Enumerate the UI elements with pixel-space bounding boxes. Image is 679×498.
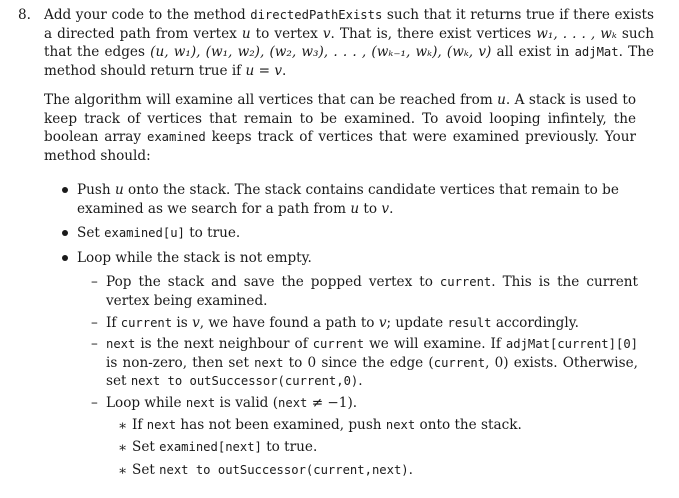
question-8-text: Add your code to the method directedPathExists such that it returns true if there exists a directed path from vertex u to vertex v. That is, there exist vertices w₁, . . . , wₖ such that the edges (u, w₁), (w₁, w₂), (w₂, w₃), . . . , (wₖ₋₁, wₖ), (wₖ, v) all exist in adjMat. The method should return true if u = v. <box>44 7 655 79</box>
step-loop: Loop while the stack is not empty. – Pop the stack and save the popped vertex to current. This is the current vertex being examined. – If current is v, we have found a path to v; update result accordingly. – next is the next neighbour of current we will examine. If adjMat[current][0] is non-zero, then set next to 0 since the edge (current, 0) exists. Otherwise, set next to outSuccessor(current,0). – Loop while next is valid (next ≠ −1). ∗ If next has not been examined, push next onto the stack. ∗ Set examined[next] to true. ∗ Set next to outSuccessor(current,next). <box>60 249 638 480</box>
dash-icon: – <box>91 394 98 411</box>
substep-next: – next is the next neighbour of current we will examine. If adjMat[current][0] is non-zero, then set next to 0 since the edge (current, 0) exists. Otherwise, set next to outSuccessor(current,0). <box>91 336 638 390</box>
substep-if-current: – If current is v, we have found a path to v; update result accordingly. <box>91 314 579 331</box>
examined-code: examined <box>146 130 206 145</box>
step-set-examined: Set examined[u] to true. <box>60 224 638 243</box>
method-name: directedPathExists <box>250 8 383 22</box>
question-number: 8. <box>18 7 31 23</box>
substep-inner-loop: – Loop while next is valid (next ≠ −1). ∗ If next has not been examined, push next onto the stack. ∗ Set examined[next] to true. ∗ Set next to outSuccessor(current,next). <box>77 394 638 479</box>
loop-substeps <box>77 273 638 479</box>
step-push: Push u onto the stack. The stack contains candidate vertices that remain to be examined as we search for a path from u to v. <box>60 181 638 218</box>
substep-pop: – Pop the stack and save the popped vertex to current. This is the current vertex being examined. <box>91 274 638 309</box>
star-icon: ∗ <box>118 417 128 434</box>
substep-set-next: ∗ Set next to outSuccessor(current,next). <box>118 461 413 479</box>
question-8 <box>18 6 658 80</box>
star-icon: ∗ <box>118 462 128 479</box>
steps-list <box>60 181 638 485</box>
substep-if-next: ∗ If next has not been examined, push next onto the stack. <box>118 416 522 434</box>
edges-list: (u, w₁), (w₁, w₂), (w₂, w₃), . . . , (wₖ₋₁, wₖ), (wₖ, v) <box>150 44 492 61</box>
substep-set-examined-next: ∗ Set examined[next] to true. <box>118 439 318 457</box>
inner-loop-substeps <box>106 416 638 480</box>
vertices-list: w₁, . . . , wₖ <box>536 25 617 42</box>
dash-icon: – <box>91 336 98 353</box>
bullet-icon <box>62 255 68 261</box>
algorithm-paragraph: The algorithm will examine all vertices that can be reached from u. A stack is used to keep track of vertices that remain to be examined. To avoid looping infintely, the boolean array examined keeps track of vertices that were examined previously. Your method should: <box>44 92 637 164</box>
adjmat-code: adjMat <box>574 45 619 60</box>
dash-icon: – <box>91 314 98 331</box>
bullet-icon <box>62 187 68 193</box>
star-icon: ∗ <box>118 440 128 457</box>
bullet-icon <box>62 230 68 236</box>
dash-icon: – <box>91 274 98 291</box>
